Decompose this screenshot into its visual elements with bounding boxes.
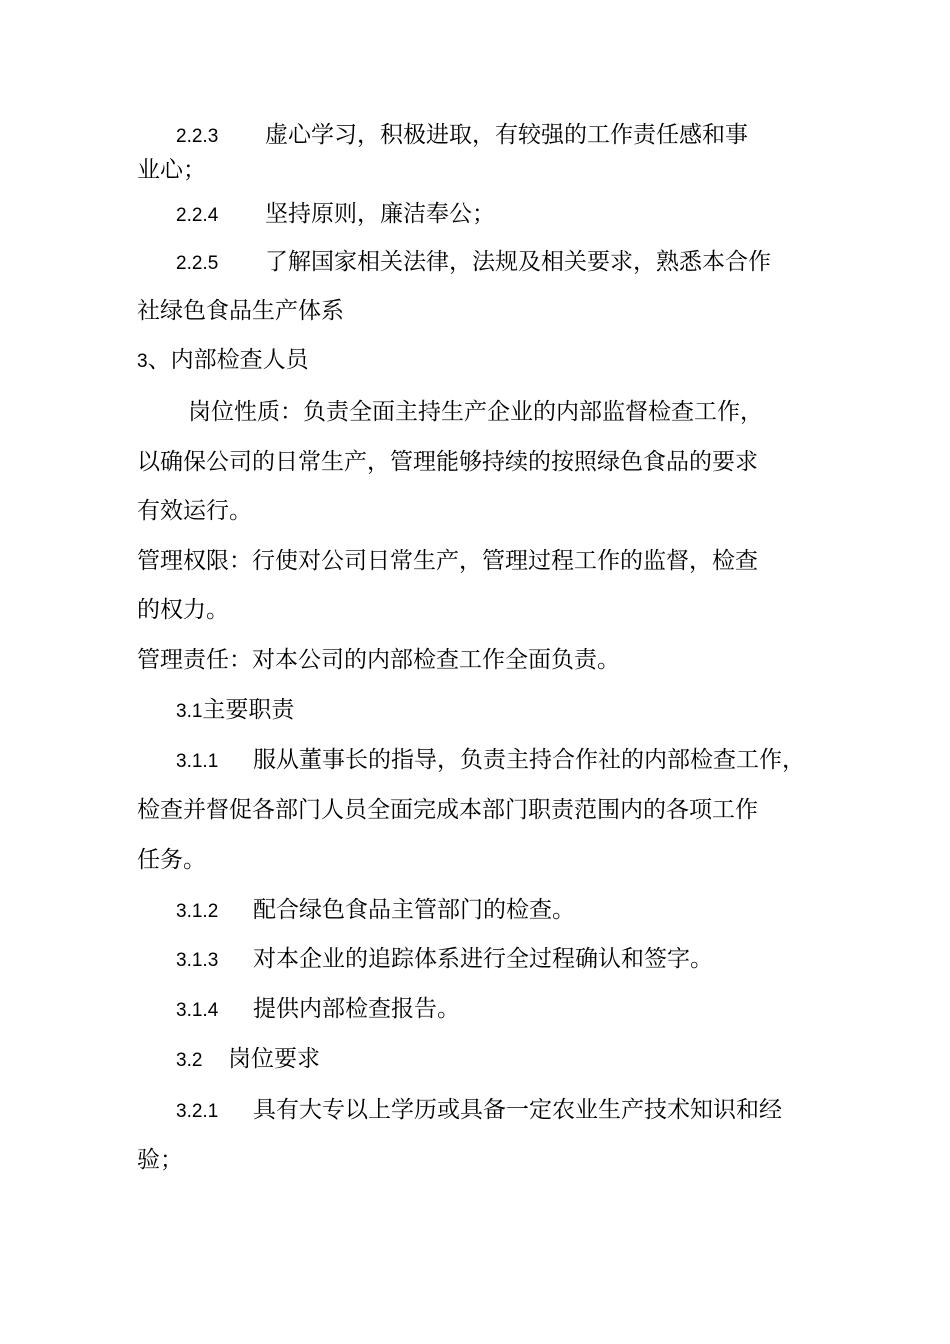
paragraph-text: 的权力。 bbox=[137, 597, 229, 623]
section-3-heading bbox=[137, 345, 309, 375]
paragraph-text: 管理责任：对本公司的内部检查工作全面负责。 bbox=[137, 647, 620, 673]
item-number: 2.2.3 bbox=[176, 126, 219, 147]
item-text: 社绿色食品生产体系 bbox=[137, 298, 344, 324]
item-number: 2.2.4 bbox=[176, 205, 219, 226]
authority-line2 bbox=[137, 595, 229, 625]
responsibility-line1 bbox=[137, 645, 620, 675]
item-3-2-1-line2 bbox=[137, 1145, 183, 1175]
item-text: 了解国家相关法律，法规及相关要求，熟悉本合作 bbox=[265, 249, 771, 275]
item-text: 任务。 bbox=[137, 847, 206, 873]
item-text: 提供内部检查报告。 bbox=[253, 996, 460, 1022]
item-2-2-3-line1 bbox=[176, 120, 748, 150]
section-number: 3 bbox=[137, 351, 148, 372]
item-text: 对本企业的追踪体系进行全过程确认和签字。 bbox=[253, 946, 713, 972]
subsection-title: 主要职责 bbox=[202, 697, 295, 723]
subsection-3-2 bbox=[176, 1044, 320, 1074]
item-number: 3.1.1 bbox=[176, 751, 219, 772]
item-3-1-2 bbox=[176, 895, 575, 925]
nature-line1 bbox=[188, 397, 763, 427]
item-text: 业心； bbox=[137, 157, 206, 183]
item-text: 配合绿色食品主管部门的检查。 bbox=[253, 897, 575, 923]
item-3-2-1-line1 bbox=[176, 1095, 782, 1125]
item-2-2-4 bbox=[176, 199, 495, 229]
nature-line2 bbox=[137, 447, 758, 477]
subsection-number: 3.1 bbox=[176, 701, 203, 722]
item-text: 验； bbox=[137, 1147, 183, 1173]
paragraph-text: 有效运行。 bbox=[137, 498, 252, 524]
item-3-1-1-line2 bbox=[137, 795, 758, 825]
paragraph-text: 岗位性质：负责全面主持生产企业的内部监督检查工作， bbox=[188, 399, 763, 425]
item-text: 检查并督促各部门人员全面完成本部门职责范围内的各项工作 bbox=[137, 797, 758, 823]
item-2-2-5-line1 bbox=[176, 247, 771, 277]
item-number: 3.2.1 bbox=[176, 1101, 219, 1122]
authority-line1 bbox=[137, 546, 758, 576]
item-text: 服从董事长的指导，负责主持合作社的内部检查工作， bbox=[253, 747, 805, 773]
item-3-1-1-line3 bbox=[137, 845, 206, 875]
item-number: 3.1.2 bbox=[176, 901, 219, 922]
item-text: 坚持原则，廉洁奉公； bbox=[265, 201, 495, 227]
paragraph-text: 管理权限：行使对公司日常生产，管理过程工作的监督，检查 bbox=[137, 548, 758, 574]
item-number: 2.2.5 bbox=[176, 253, 219, 274]
nature-line3 bbox=[137, 496, 252, 526]
item-3-1-4 bbox=[176, 994, 460, 1024]
item-2-2-5-line2 bbox=[137, 296, 344, 326]
subsection-3-1 bbox=[176, 695, 294, 725]
subsection-number: 3.2 bbox=[176, 1050, 203, 1071]
item-2-2-3-line2 bbox=[137, 155, 206, 185]
item-text: 具有大专以上学历或具备一定农业生产技术知识和经 bbox=[253, 1097, 782, 1123]
item-3-1-3 bbox=[176, 944, 713, 974]
section-title: 、内部检查人员 bbox=[147, 347, 309, 373]
item-number: 3.1.3 bbox=[176, 950, 219, 971]
item-3-1-1-line1 bbox=[176, 745, 805, 775]
paragraph-text: 以确保公司的日常生产，管理能够持续的按照绿色食品的要求 bbox=[137, 449, 758, 475]
item-text: 虚心学习，积极进取，有较强的工作责任感和事 bbox=[265, 122, 748, 148]
item-number: 3.1.4 bbox=[176, 1000, 219, 1021]
subsection-title: 岗位要求 bbox=[228, 1046, 320, 1072]
